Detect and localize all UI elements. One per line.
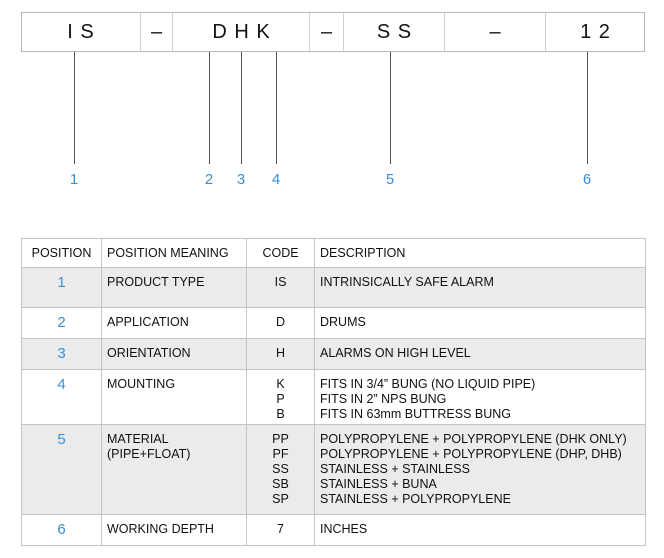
- code-cell: [247, 339, 315, 370]
- code-cell-line: SP: [272, 492, 289, 506]
- part-number-code-bar: [21, 12, 645, 52]
- meaning-cell: [102, 268, 247, 308]
- meaning-cell: [102, 425, 247, 515]
- position-number-3: 3: [236, 171, 246, 188]
- code-separator: –: [140, 13, 173, 51]
- description-cell: [315, 370, 646, 425]
- description-cell-line: POLYPROPYLENE + POLYPROPYLENE (DHK ONLY): [320, 432, 627, 446]
- meaning-cell-line: (PIPE+FLOAT): [107, 447, 191, 461]
- description-cell-line: FITS IN 2” NPS BUNG: [320, 392, 447, 406]
- code-segment-material: S S: [343, 13, 445, 51]
- leader-line-4: [276, 52, 277, 164]
- meaning-cell-line: PRODUCT TYPE: [107, 275, 205, 289]
- leader-line-5: [390, 52, 391, 164]
- code-cell: [247, 425, 315, 515]
- position-table: [21, 238, 646, 546]
- description-cell: [315, 515, 646, 546]
- code-cell-line: B: [276, 407, 285, 421]
- description-cell: [315, 339, 646, 370]
- code-cell: [247, 268, 315, 308]
- position-number-5: 5: [385, 171, 395, 188]
- description-cell-line: INCHES: [320, 522, 368, 536]
- meaning-cell-line: MATERIAL: [107, 432, 169, 446]
- description-cell-line: POLYPROPYLENE + POLYPROPYLENE (DHP, DHB): [320, 447, 622, 461]
- description-cell-line: STAINLESS + BUNA: [320, 477, 437, 491]
- position-cell: 5: [22, 425, 102, 515]
- code-segment-working-depth: 1 2: [545, 13, 645, 51]
- code-cell: [247, 308, 315, 339]
- description-cell: [315, 308, 646, 339]
- code-cell-line: PF: [272, 447, 289, 461]
- code-cell: [247, 515, 315, 546]
- position-number-1: 1: [69, 171, 79, 188]
- description-cell-line: FITS IN 63mm BUTTRESS BUNG: [320, 407, 511, 421]
- meaning-cell: [102, 308, 247, 339]
- description-cell-line: STAINLESS + POLYPROPYLENE: [320, 492, 511, 506]
- position-cell: 1: [22, 268, 102, 308]
- code-cell-line: D: [275, 315, 286, 329]
- table-row: [22, 339, 646, 370]
- table-row: [22, 308, 646, 339]
- code-cell-line: IS: [274, 275, 287, 289]
- code-cell-line: PP: [272, 432, 289, 446]
- code-cell-line: P: [276, 392, 285, 406]
- meaning-cell-line: WORKING DEPTH: [107, 522, 214, 536]
- description-cell: [315, 425, 646, 515]
- description-cell-line: STAINLESS + STAINLESS: [320, 462, 470, 476]
- position-cell: 6: [22, 515, 102, 546]
- code-cell-line: 7: [277, 522, 284, 536]
- code-segment-product-type: I S: [67, 20, 95, 43]
- meaning-cell: [102, 339, 247, 370]
- table-header-row: [22, 239, 646, 268]
- code-cell-line: H: [275, 346, 286, 360]
- position-cell: 3: [22, 339, 102, 370]
- position-cell: 2: [22, 308, 102, 339]
- position-cell: 4: [22, 370, 102, 425]
- code-cell-line: K: [276, 377, 285, 391]
- table-row: [22, 515, 646, 546]
- code-cell: [247, 370, 315, 425]
- description-cell-line: DRUMS: [320, 315, 366, 329]
- code-cell-line: SS: [272, 462, 289, 476]
- header-position-meaning: POSITION MEANING: [102, 239, 247, 268]
- leader-line-1: [74, 52, 75, 164]
- code-segment-application-orientation-mounting: D H K: [172, 13, 310, 51]
- table-row: [22, 268, 646, 308]
- description-cell-line: ALARMS ON HIGH LEVEL: [320, 346, 471, 360]
- position-number-2: 2: [204, 171, 214, 188]
- meaning-cell-line: ORIENTATION: [107, 346, 191, 360]
- table-row: [22, 425, 646, 515]
- code-cell-line: SB: [272, 477, 289, 491]
- header-code: CODE: [247, 239, 315, 268]
- table-row: [22, 370, 646, 425]
- header-position: POSITION: [22, 239, 102, 268]
- description-cell-line: FITS IN 3/4” BUNG (NO LIQUID PIPE): [320, 377, 536, 391]
- position-number-6: 6: [582, 171, 592, 188]
- leader-line-3: [241, 52, 242, 164]
- code-separator: –: [309, 13, 344, 51]
- leader-line-2: [209, 52, 210, 164]
- leader-line-6: [587, 52, 588, 164]
- header-description: DESCRIPTION: [315, 239, 646, 268]
- position-number-4: 4: [271, 171, 281, 188]
- description-cell: [315, 268, 646, 308]
- code-separator: –: [444, 13, 546, 51]
- meaning-cell: [102, 370, 247, 425]
- description-cell-line: INTRINSICALLY SAFE ALARM: [320, 275, 494, 289]
- meaning-cell: [102, 515, 247, 546]
- meaning-cell-line: APPLICATION: [107, 315, 189, 329]
- meaning-cell-line: MOUNTING: [107, 377, 176, 391]
